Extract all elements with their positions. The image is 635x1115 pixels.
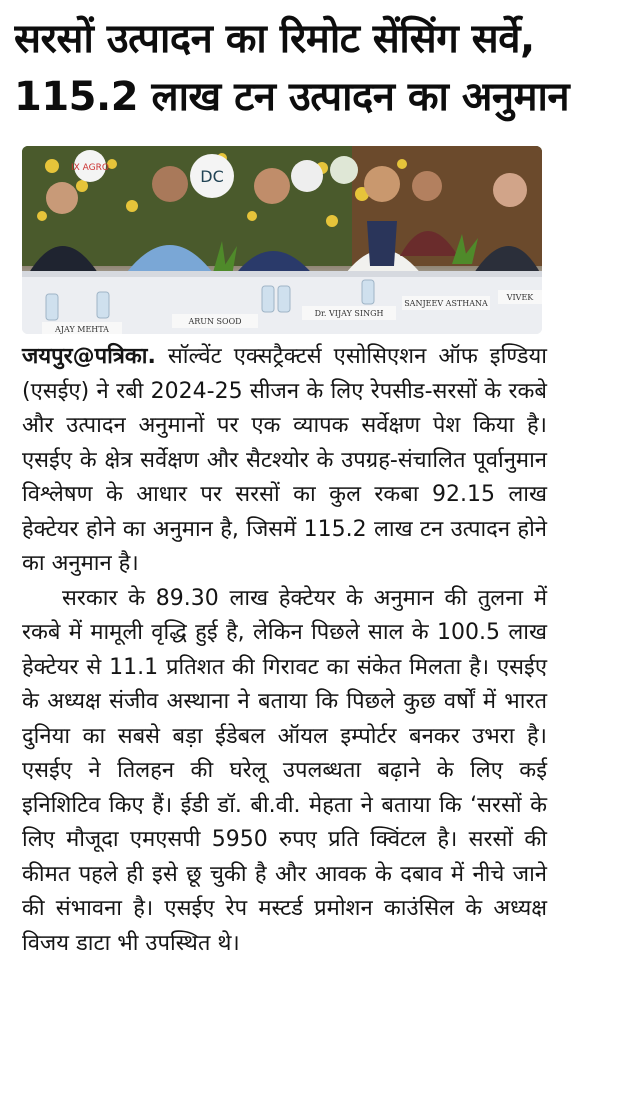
paragraph-1-text: सॉल्वेंट एक्सट्रैक्टर्स एसोसिएशन ऑफ इण्डिया (एसईए) ने रबी 2024-25 सीजन के लिए रेपसीड-सरसों के रकबे और उत्पादन अनुमानों पर एक व्यापक सर्वेक्षण पेश किया है। एसईए के क्षेत्र सर्वेक्षण और सैटश्योर के उपग्रह-संचालित पूर्वानुमान विश्लेषण के आधार पर सरसों का कुल रकबा 92.15 लाख हेक्टेयर होने का अनुमान है, जिसमें 115.2 लाख टन उत्पादन होने का अनुमान है। xyxy=(22,344,547,576)
sign-text-2: DC xyxy=(200,167,224,186)
event-photo xyxy=(22,146,542,334)
paragraph-2: सरकार के 89.30 लाख हेक्टेयर के अनुमान की तुलना में रकबे में मामूली वृद्धि हुई है, लेकिन पिछले साल के 100.5 लाख हेक्टेयर से 11.1 प्रतिशत की गिरावट का संकेत मिलता है। एसईए के अध्यक्ष संजीव अस्थाना ने बताया कि पिछले कुछ वर्षों में भारत दुनिया का सबसे बड़ा ईडेबल ऑयल इम्पोर्टर बनकर उभरा है। एसईए ने तिलहन की घरेलू उपलब्धता बढ़ाने के लिए कई इनिशिटिव किए हैं। ईडी डॉ. बी.वी. मेहता ने बताया कि ‘सरसों के लिए मौजूदा एमएसपी 5950 रुपए प्रति क्विंटल है। सरसों की कीमत पहले ही इसे छू चुकी है और आवक के दबाव में नीचे जाने की संभावना है। एसईए रेप मस्टर्ड प्रमोशन काउंसिल के अध्यक्ष विजय डाटा भी उपस्थित थे। xyxy=(22,585,547,956)
nameplate-4: SANJEEV ASTHANA xyxy=(404,299,488,308)
headline-line-1: सरसों उत्पादन का रिमोट सेंसिंग सर्वे, xyxy=(14,16,535,62)
nameplate-3: Dr. VIJAY SINGH xyxy=(314,309,384,318)
nameplate-5: VIVEK xyxy=(506,293,534,302)
article-body xyxy=(22,340,547,961)
dateline: जयपुर@पत्रिका. xyxy=(22,344,156,369)
nameplate-2: ARUN SOOD xyxy=(188,317,242,326)
sign-text-1: IX AGRO xyxy=(71,163,109,173)
headline xyxy=(14,10,624,126)
nameplate-1: AJAY MEHTA xyxy=(55,325,109,334)
headline-line-2: 115.2 लाख टन उत्पादन का अनुमान xyxy=(14,74,570,120)
paragraph-1 xyxy=(22,340,547,582)
